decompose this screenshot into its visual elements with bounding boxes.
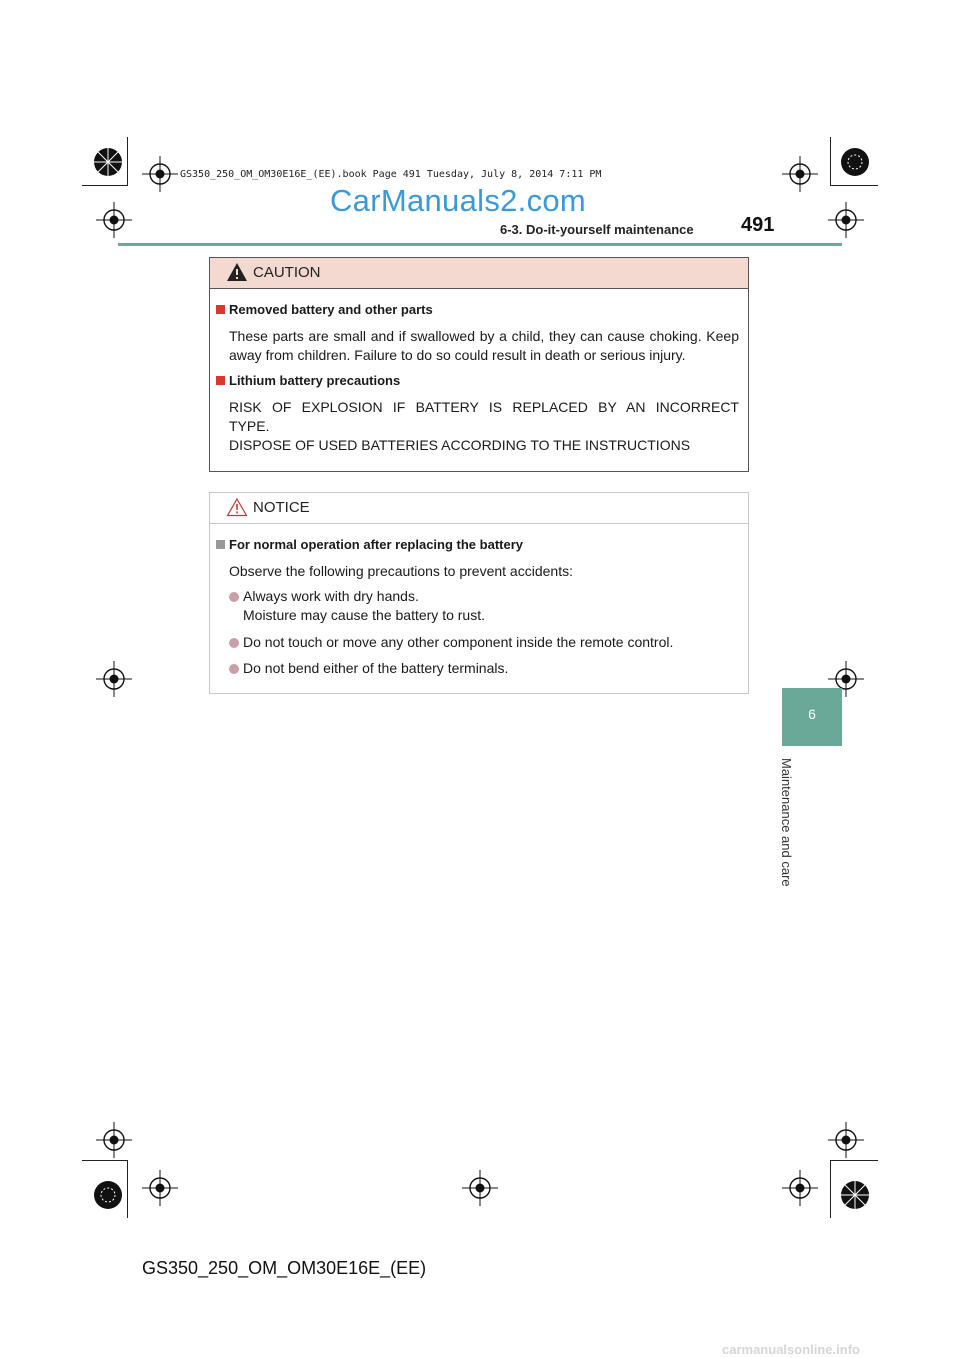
notice-box	[209, 492, 749, 694]
registration-mark-icon	[90, 144, 126, 180]
registration-mark-icon	[142, 156, 178, 192]
notice-intro: Observe the following precautions to prevent accidents:	[229, 563, 573, 579]
caution-item-title: Removed battery and other parts	[216, 302, 433, 317]
caution-item-text: away from children. Failure to do so could result in death or serious injury.	[229, 347, 686, 363]
notice-bullet: Do not touch or move any other component inside the remote control.	[229, 633, 673, 652]
caution-item-text: These parts are small and if swallowed by a child, they can cause choking. Keep	[229, 328, 739, 344]
caution-item-title: Lithium battery precautions	[216, 373, 400, 388]
crop-mark	[830, 1160, 831, 1218]
crop-mark	[830, 1160, 878, 1161]
notice-bullet: Always work with dry hands.	[229, 587, 419, 606]
crop-mark	[830, 185, 878, 186]
crop-mark	[82, 185, 128, 186]
notice-bullet-text: Moisture may cause the battery to rust.	[243, 607, 485, 623]
caution-label: CAUTION	[253, 264, 321, 281]
caution-box	[209, 257, 749, 472]
round-bullet-icon	[229, 638, 239, 648]
registration-mark-icon	[837, 1177, 873, 1213]
chapter-label	[772, 758, 812, 908]
crop-mark	[127, 137, 128, 186]
notice-label: NOTICE	[253, 499, 310, 516]
registration-mark-icon	[828, 202, 864, 238]
registration-mark-icon	[462, 1170, 498, 1206]
crop-mark	[830, 137, 831, 186]
caution-header	[210, 258, 748, 289]
notice-header	[210, 493, 748, 524]
registration-mark-icon	[782, 1170, 818, 1206]
registration-mark-icon	[96, 1122, 132, 1158]
registration-mark-icon	[837, 144, 873, 180]
watermark-footer: carmanualsonline.info	[722, 1342, 860, 1357]
square-bullet-icon	[216, 376, 225, 385]
page-number: 491	[741, 214, 775, 236]
registration-mark-icon	[782, 156, 818, 192]
crop-mark	[82, 1160, 128, 1161]
round-bullet-icon	[229, 592, 239, 602]
registration-mark-icon	[142, 1170, 178, 1206]
chapter-label-text: Maintenance and care	[779, 758, 794, 887]
footer-code: GS350_250_OM_OM30E16E_(EE)	[142, 1258, 427, 1278]
section-title: 6-3. Do-it-yourself maintenance	[500, 222, 694, 237]
registration-mark-icon	[96, 202, 132, 238]
square-bullet-icon	[216, 540, 225, 549]
caution-item-text: DISPOSE OF USED BATTERIES ACCORDING TO THE INSTRUCTIONS	[229, 437, 691, 453]
caution-item-text: TYPE.	[229, 418, 270, 434]
registration-mark-icon	[828, 1122, 864, 1158]
file-stamp: GS350_250_OM_OM30E16E_(EE).book Page 491 Tuesday, July 8, 2014 7:11 PM	[180, 169, 602, 180]
watermark-logo: CarManuals2.com	[330, 183, 587, 218]
chapter-number: 6	[808, 706, 816, 722]
square-bullet-icon	[216, 305, 225, 314]
crop-mark	[127, 1160, 128, 1218]
notice-item-title: For normal operation after replacing the battery	[216, 537, 523, 552]
round-bullet-icon	[229, 664, 239, 674]
registration-mark-icon	[90, 1177, 126, 1213]
caution-item-text: RISK OF EXPLOSION IF BATTERY IS REPLACED BY AN INCORRECT	[229, 399, 739, 415]
registration-mark-icon	[96, 661, 132, 697]
notice-bullet: Do not bend either of the battery terminals.	[229, 659, 508, 678]
warning-triangle-icon	[226, 497, 248, 517]
header-rule	[118, 243, 842, 246]
warning-triangle-icon	[226, 262, 248, 282]
